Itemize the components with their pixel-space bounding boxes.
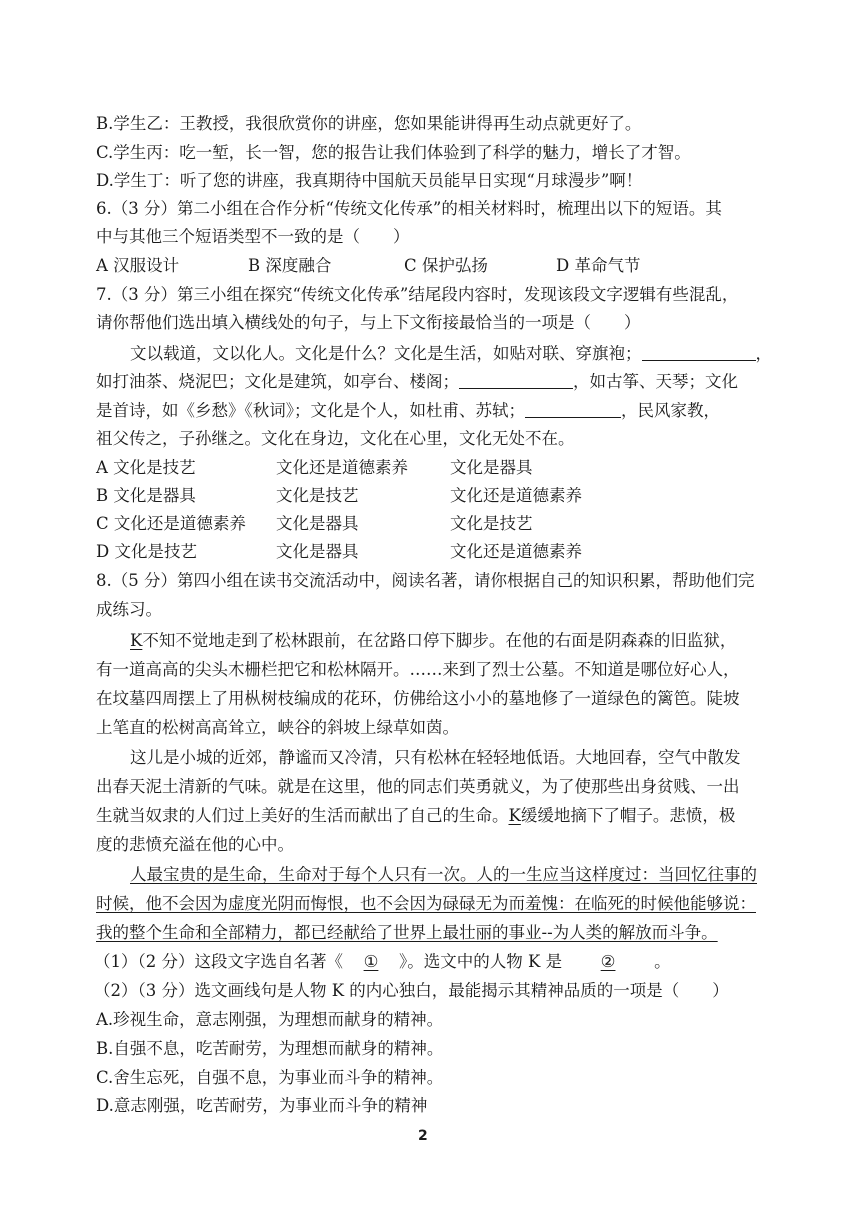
q8-stem-line1: 8.（5 分）第四小组在读书交流活动中，阅读名著，请你根据自己的知识积累，帮助他们完 <box>96 571 755 590</box>
q7-cell: 文化还是道德素养 <box>276 458 408 477</box>
q8-sub1-text: 》。选文中的人物 K 是 <box>399 952 563 971</box>
q8-sub2-option-a: A.珍视生命，意志刚强，为理想而献身的精神。 <box>96 1010 444 1029</box>
q8-sub1-text: 。 <box>654 952 671 971</box>
q7-cell: 文化是技艺 <box>450 514 533 533</box>
q7-passage-text: 文以载道，文以化人。文化是什么？文化是生活，如贴对联、穿旗袍； <box>130 344 642 363</box>
fill-blank-1 <box>642 344 756 361</box>
underlined-monologue-line3: 我的整个生命和全部精力，都已经献给了世界上最壮丽的事业--为人类的解放而斗争。 <box>96 923 718 942</box>
q8-sub1 <box>94 952 671 972</box>
page-number: 2 <box>418 1128 428 1144</box>
q7-cell: 文化还是道德素养 <box>450 542 582 561</box>
q7-passage-text: 是首诗，如《乡愁》《秋词》；文化是个人，如杜甫、苏轼； <box>96 401 525 420</box>
q7-passage-line1 <box>130 344 772 364</box>
excerpt-text: 生就当奴隶的人们过上美好的生活而献出了自己的生命。 <box>96 806 509 825</box>
q8-stem-line2: 成练习。 <box>96 600 162 619</box>
q7-passage-line3 <box>96 401 720 421</box>
excerpt-line <box>96 806 735 826</box>
q6-option-c: C 保护弘扬 <box>404 256 488 275</box>
excerpt-line <box>130 631 736 651</box>
q6-option-a: A 汉服设计 <box>96 256 180 275</box>
q7-passage-text: ，民风家教， <box>621 401 720 420</box>
q7-passage-text: ，如古筝、天琴；文化 <box>573 372 738 391</box>
q7-stem-line1: 7.（3 分）第三小组在探究“传统文化传承”结尾段内容时，发现该段文字逻辑有些混乱， <box>96 285 739 304</box>
excerpt-line: 这儿是小城的近郊，静谧而又冷清，只有松林在轻轻地低语。大地回春，空气中散发 <box>130 748 741 767</box>
underlined-monologue-line1: 人最宝贵的是生命，生命对于每个人只有一次。人的一生应当这样度过：当回忆往事的 <box>130 865 757 884</box>
excerpt-text: 缓缓地摘下了帽子。悲愤，极 <box>520 806 736 825</box>
q7-cell: B 文化是器具 <box>96 486 196 505</box>
excerpt-line: 在坟墓四周摆上了用枞树枝编成的花环，仿佛给这小小的墓地修了一道绿色的篱笆。陡坡 <box>96 689 740 708</box>
answer-blank-1: ① <box>363 952 379 971</box>
q7-passage-text: ， <box>755 344 772 363</box>
q5-option-c: C.学生丙：吃一堑，长一智，您的报告让我们体验到了科学的魅力，增长了才智。 <box>96 143 691 162</box>
q8-sub1-text: （1）（2 分）这段文字选自名著《 <box>94 952 343 971</box>
excerpt-line: 度的悲愤充溢在他的心中。 <box>96 835 294 854</box>
character-k: K <box>130 631 143 650</box>
q6-stem-line1: 6.（3 分）第二小组在合作分析“传统文化传承”的相关材料时，梳理出以下的短语。其 <box>96 199 722 218</box>
q8-sub2-option-d: D.意志刚强，吃苦耐劳，为事业而斗争的精神 <box>96 1096 428 1115</box>
q5-option-b: B.学生乙：王教授，我很欣赏你的讲座，您如果能讲得再生动点就更好了。 <box>96 114 642 133</box>
q8-sub2-option-b: B.自强不息，吃苦耐劳，为理想而献身的精神。 <box>96 1039 444 1058</box>
q8-sub2-stem: （2）（3 分）选文画线句是人物 K 的内心独白，最能揭示其精神品质的一项是（ ） <box>94 981 729 1000</box>
fill-blank-2 <box>459 372 573 389</box>
q8-sub2-option-c: C.舍生忘死，自强不息，为事业而斗争的精神。 <box>96 1068 444 1087</box>
underlined-monologue-line2: 时候，他不会因为虚度光阴而悔恨，也不会因为碌碌无为而羞愧：在临死的时候他能够说： <box>96 894 756 913</box>
excerpt-line: 有一道高高的尖头木栅栏把它和松林隔开。……来到了烈士公墓。不知道是哪位好心人， <box>96 660 740 679</box>
q5-option-d: D.学生丁：听了您的讲座，我真期待中国航天员能早日实现“月球漫步”啊！ <box>96 171 643 190</box>
excerpt-line: 出春天泥土清新的气味。就是在这里，他的同志们英勇就义，为了使那些出身贫贱、一出 <box>96 777 740 796</box>
q6-option-d: D 革命气节 <box>556 256 641 275</box>
q6-option-b: B 深度融合 <box>248 256 332 275</box>
fill-blank-3 <box>525 401 621 418</box>
q7-passage-line2 <box>96 372 738 392</box>
q7-cell: 文化是技艺 <box>276 486 359 505</box>
excerpt-text: 不知不觉地走到了松林跟前，在岔路口停下脚步。在他的右面是阴森森的旧监狱， <box>142 631 737 650</box>
q7-passage-text: 如打油茶、烧泥巴；文化是建筑，如亭台、楼阁； <box>96 372 459 391</box>
q7-cell: A 文化是技艺 <box>96 458 196 477</box>
character-k: K <box>508 806 521 825</box>
q7-cell: 文化是器具 <box>450 458 533 477</box>
answer-blank-2: ② <box>600 952 616 971</box>
q7-cell: C 文化还是道德素养 <box>96 514 246 533</box>
q7-cell: 文化是器具 <box>276 542 359 561</box>
q7-cell: D 文化是技艺 <box>96 542 197 561</box>
q7-cell: 文化还是道德素养 <box>450 486 582 505</box>
q6-stem-line2: 中与其他三个短语类型不一致的是（ ） <box>96 227 410 246</box>
excerpt-line: 上笔直的松树高高耸立，峡谷的斜坡上绿草如茵。 <box>96 718 459 737</box>
q7-passage-line4: 祖父传之，子孙继之。文化在身边，文化在心里，文化无处不在。 <box>96 429 575 448</box>
q7-stem-line2: 请你帮他们选出填入横线处的句子，与上下文衔接最恰当的一项是（ ） <box>96 313 641 332</box>
q7-cell: 文化是器具 <box>276 514 359 533</box>
